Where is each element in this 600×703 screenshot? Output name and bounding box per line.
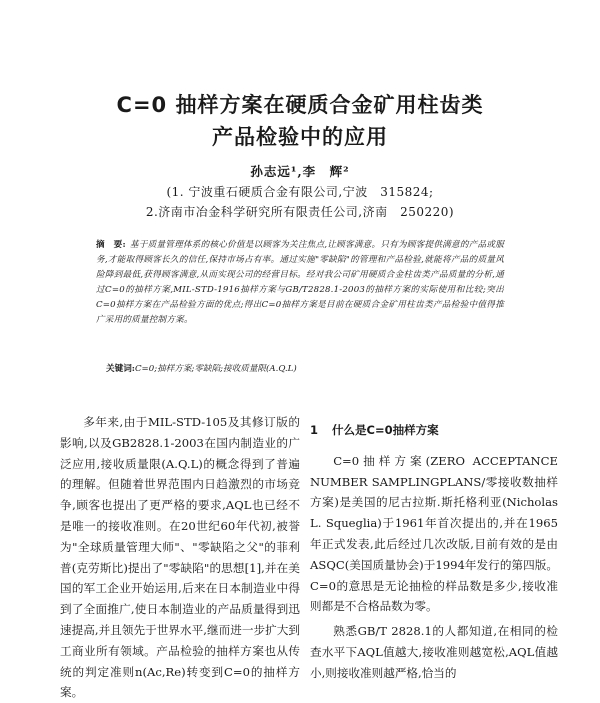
keywords	[106, 362, 506, 376]
authors: 孙志远¹,李 辉²	[250, 164, 350, 179]
affiliation-1: (1. 宁波重石硬质合金有限公司,宁波 315824;	[166, 185, 434, 199]
keywords-text: C=0;抽样方案;零缺陷;接收质量限(A.Q.L)	[134, 364, 297, 374]
intro-paragraph: 多年来,由于MIL-STD-105及其修订版的影响,以及GB2828.1-2003在国内制造业的广泛应用,接收质量限(A.Q.L)的概念得到了普遍的理解。但随着世界范围内日趋激烈的市场竞争,顾客也提出了更严格的要求,AQL也已经不是唯一的接收准则。在20世纪60年代初,被誉为"全球质量管理大师"、"零缺陷之父"的菲利普(克劳斯比)提出了"零缺陷"的思想[1],并在美国的军工企业开始运用,后来在日本制造业中得到了全面推广,使日本制造业的产品质量得到迅速提高,并且领先于世界水平,继而进一步扩大到工商业所有领域。产品检验的抽样方案也从传统的判定准则n(Ac,Re)转变到C=0的抽样方案。	[60, 415, 300, 700]
section-title: 什么是C=0抽样方案	[332, 423, 439, 437]
section-number: 1	[310, 423, 319, 437]
abstract-text: 基于质量管理体系的核心价值是以顾客为关注焦点,让顾客满意。只有为顾客提供满意的产品或服务,才能取得顾客长久的信任,保持市场占有率。通过实施"零缺陷"的管理和产品检验,就能将产品的质量风险降到最低,获得顾客满意,从而实现公司的经营目标。经对我公司矿用硬质合金柱齿类产品质量的分析,通过C=0的抽样方案,MIL-STD-1916抽样方案与GB/T2828.1-2003的抽样方案的实际使用和比较;突出C=0抽样方案在产品检验方面的优点;得出C=0抽样方案是目前在硬质合金矿用柱齿类产品检验中值得推广采用的质量控制方案。	[96, 240, 504, 325]
affiliation-2: 2.济南市冶金科学研究所有限责任公司,济南 250220)	[145, 205, 455, 219]
left-column	[60, 412, 300, 703]
abstract-label: 摘 要:	[96, 240, 126, 250]
section-paragraph-1: C=0抽样方案(ZERO ACCEPTANCE NUMBER SAMPLINGPLANS/零接收数抽样方案)是美国的尼古拉斯.斯托格利亚(Nicholas L. Squeglia)于1961年首次提出的,并在1965年正式发表,此后经过几次改版,目前有效的是由ASQC(美国质量协会)于1994年发行的第四版。C=0的意思是无论抽检的样品数是多少,接收准则都是不合格品数为零。	[310, 453, 558, 614]
section-paragraph-2: 熟悉GB/T 2828.1的人都知道,在相同的检查水平下AQL值越大,接收准则越宽松,AQL值越小,则接收准则越严格,恰当的	[310, 624, 558, 680]
section-heading	[310, 420, 558, 441]
paper-title-line-2: 产品检验中的应用	[212, 125, 388, 149]
abstract	[96, 238, 504, 328]
keywords-label: 关键词:	[106, 364, 135, 374]
right-column	[310, 420, 558, 684]
paper-title-line-1: C=0 抽样方案在硬质合金矿用柱齿类	[116, 93, 484, 117]
